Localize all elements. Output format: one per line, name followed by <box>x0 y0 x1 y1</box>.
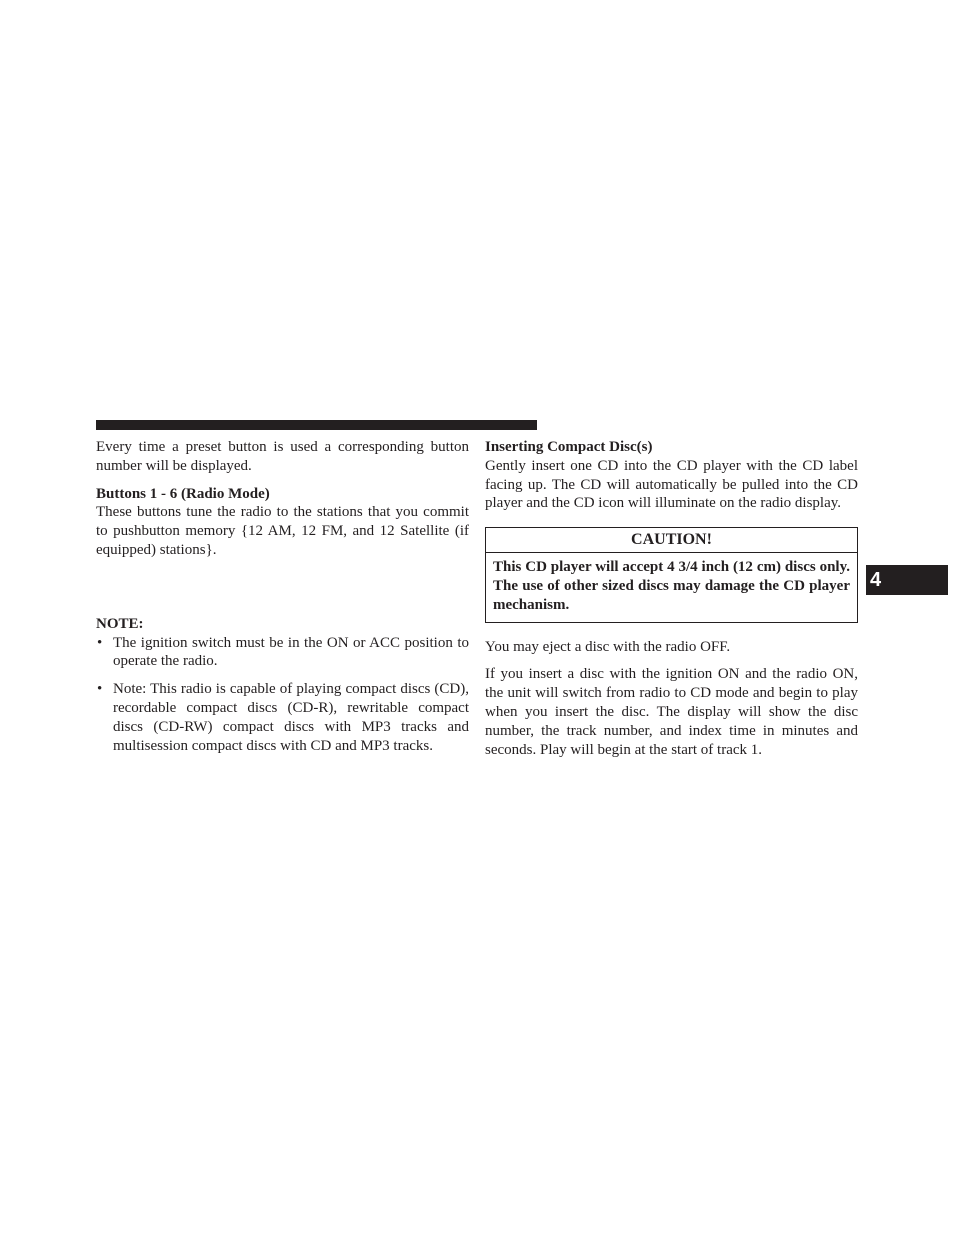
inserting-compact-discs-paragraph: Gently insert one CD into the CD player with the CD label facing up. The CD will automatically be pulled into the CD player and the CD icon will illuminate on the radio display. <box>485 457 858 512</box>
bullet-icon: • <box>97 634 103 651</box>
buttons-radio-mode-paragraph: These buttons tune the radio to the stations that you commit to pushbutton memory {12 AM, 12 FM, and 12 Satellite (if equipped) stations}. <box>96 504 469 558</box>
right-column <box>485 438 858 759</box>
insert-ignition-on-paragraph: If you insert a disc with the ignition ON and the radio ON, the unit will switch from radio to CD mode and begin to play when you insert the disc. The display will show the disc number, the track number, and index time in minutes and seconds. Play will begin at the start of track 1. <box>485 666 858 758</box>
note-item-text: Note: This radio is capable of playing compact discs (CD), recordable compact discs (CD-R), rewritable compact discs (CD-RW) compact discs with MP3 tracks and multisession compact discs with CD and MP3 tracks. <box>113 681 469 754</box>
left-column <box>96 438 469 755</box>
buttons-radio-mode-heading: Buttons 1 - 6 (Radio Mode) <box>96 485 270 502</box>
eject-paragraph: You may eject a disc with the radio OFF. <box>485 638 731 655</box>
note-item <box>96 680 469 755</box>
note-heading: NOTE: <box>96 615 144 632</box>
note-item <box>96 634 469 672</box>
inserting-compact-discs-heading: Inserting Compact Disc(s) <box>485 439 653 455</box>
bullet-icon: • <box>97 681 103 698</box>
caution-body: This CD player will accept 4 3/4 inch (12 cm) discs only. The use of other sized discs may damage the CD player mechanism. <box>493 559 850 613</box>
note-list <box>96 634 469 756</box>
note-item-text: The ignition switch must be in the ON or ACC position to operate the radio. <box>113 634 469 670</box>
caution-box <box>485 527 858 622</box>
preset-intro-paragraph: Every time a preset button is used a corresponding button number will be displayed. <box>96 439 469 474</box>
caution-title: CAUTION! <box>486 528 857 553</box>
section-tab: 4 <box>866 565 948 595</box>
header-rule <box>96 420 537 430</box>
